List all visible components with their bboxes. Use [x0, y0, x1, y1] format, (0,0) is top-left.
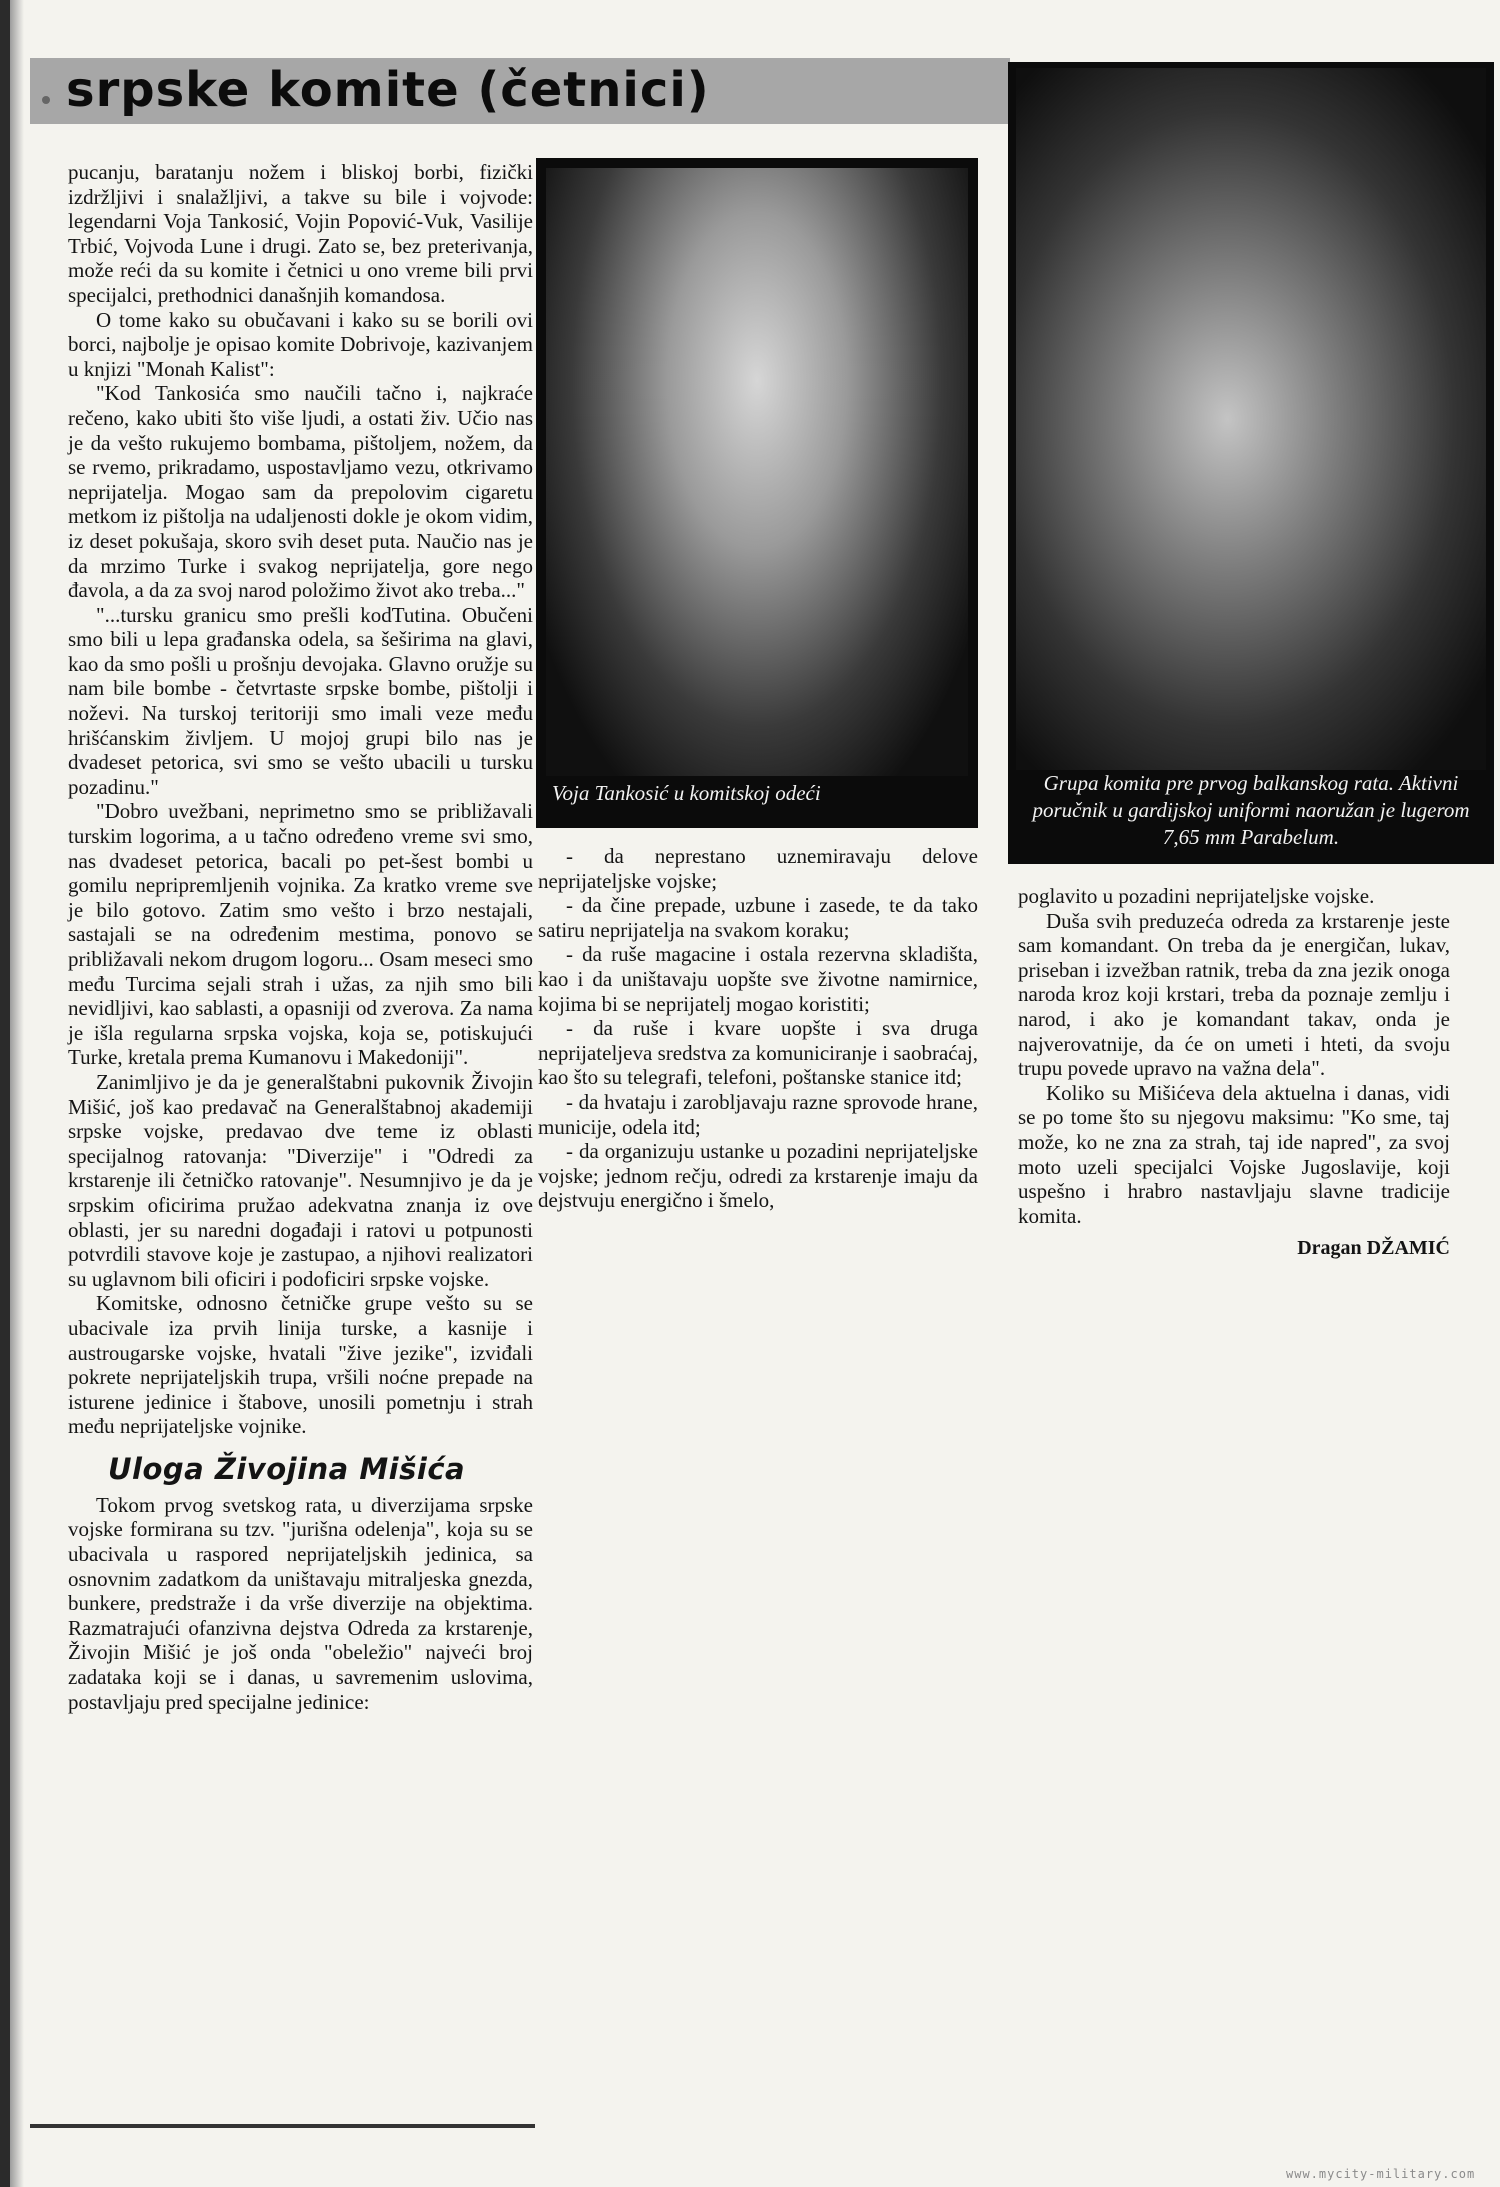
list-item: - da hvataju i zarobljavaju razne sprovode hrane, municije, odela itd; [538, 1089, 978, 1139]
group-photo-caption: Grupa komita pre prvog balkanskog rata. Aktivni poručnik u gardijskoj uniformi naoružan je lugerom 7,65 mm Parabelum. [1032, 771, 1470, 849]
paragraph: O tome kako su obučavani i kako su se borili ovi borci, najbolje je opisao komite Dobrivoje, kazivanjem u knjizi "Monah Kalist": [68, 307, 533, 381]
list-item: - da neprestano uznemiravaju delove neprijateljske vojske; [538, 844, 978, 893]
article-column-3 [1018, 884, 1450, 1261]
watermark: www.mycity-military.com [1286, 2167, 1476, 2181]
author-byline: Dragan DŽAMIĆ [1297, 1237, 1450, 1260]
group-photo [1008, 62, 1494, 864]
paragraph: Koliko su Mišićeva dela aktuelna i danas, vidi se po tome što su njegovu maksimu: "Ko sme, taj može, ko ne zna za strah, taj ide napred", za svoj moto uzeli specijalci Vojske Jugoslavije, koji uspešno i hrabro nastavljaju slavne tradicije komita. [1018, 1080, 1450, 1228]
list-item: - da čine prepade, uzbune i zasede, te da tako satiru neprijatelja na svakom koraku; [538, 893, 978, 942]
paragraph: "...tursku granicu smo prešli kodTutina. Obučeni smo bili u lepa građanska odela, sa šeširima na glavi, kao da smo pošli u prošnju devojaka. Glavno oružje su nam bile bombe - četvrtaste srpske bombe, pištolji i noževi. Na turskoj teritoriji smo imali veze među hrišćanskim življem. U mojoj grupi bilo nas je dvadeset petorica, svi smo se vešto ubacili u tursku pozadinu." [68, 602, 533, 799]
list-item: - da ruše magacine i ostala rezervna skladišta, kao i da uništavaju uopšte sve životne namirnice, kojima bi se neprijatelj mogao koristiti; [538, 942, 978, 1016]
list-item: - da ruše i kvare uopšte i sva druga neprijateljeva sredstva za komuniciranje i saobraćaj, kao što su telegrafi, telefoni, poštanske stanice itd; [538, 1016, 978, 1090]
section-subheading: Uloga Živojina Mišića [108, 1451, 466, 1486]
paragraph: Duša svih preduzeća odreda za krstarenje jeste sam komandant. On treba da je energičan, lukav, priseban i izvežban ratnik, treba da zna jezik onoga naroda kroz koji krstari, treba da poznaje zemlju i narod, i ako je komandant takav, onda je najverovatnije, da će on umeti i hteti, da svoju trupu povede upravo na važna dela". [1018, 908, 1450, 1081]
page-binding-shadow [10, 0, 24, 2187]
group-photo-image [1016, 68, 1486, 770]
paragraph: "Dobro uvežbani, neprimetno smo se približavali turskim logorima, a u tačno određeno vreme svi smo, nas dvadeset petorica, bacali po pet-šest bombi u gomilu nepripremljenih vojnika. Za kratko vreme sve je bilo gotovo. Zatim smo vešto i brzo nestajali, sastajali se na određenim mestima, ponovo se približavali nekom drugom logoru... Osam meseci smo među Turcima sejali strah i užas, za njih smo bili nevidljivi, kao sablasti, a opasniji od zverova. Za nama je išla regularna srpska vojska, koja se, potiskujući Turke, kretala prema Kumanovu i Makedoniji". [68, 799, 533, 1070]
list-item: - da organizuju ustanke u pozadini neprijateljske vojske; jednom rečju, odredi za krstarenje imaju da dejstvuju energično i šmelo, [538, 1139, 978, 1213]
article-column-1 [68, 160, 533, 1714]
page-binding-edge [0, 0, 10, 2187]
paragraph: pucanju, baratanju nožem i bliskoj borbi, fizički izdržljivi i snalažljivi, a takve su bile i vojvode: legendarni Voja Tankosić, Vojin Popović-Vuk, Vasilije Trbić, Vojvoda Lune i drugi. Zato se, bez preterivanja, može reći da su komite i četnici u ono vreme bili prvi specijalci, prethodnici današnjih komandosa. [68, 160, 533, 307]
portrait-photo-image [546, 168, 968, 776]
bottom-rule [30, 2124, 535, 2128]
page-title: srpske komite (četnici) [66, 62, 710, 118]
portrait-photo-caption: Voja Tankosić u komitskoj odeći [552, 781, 821, 805]
paragraph: Komitske, odnosno četničke grupe vešto su se ubacivale iza prvih linija turske, a kasnije i austrougarske vojske, hvatali "žive jezike", izviđali pokrete neprijateljskih trupa, vršili noćne prepade na isturene jedinice i štabove, unosili pometnju i strah među neprijateljske vojnike. [68, 1291, 533, 1439]
paragraph: poglavito u pozadini neprijateljske vojske. [1018, 884, 1375, 908]
portrait-photo [536, 158, 978, 828]
article-column-2 [538, 844, 978, 1213]
header-bullet-icon [42, 96, 50, 104]
paragraph: Tokom prvog svetskog rata, u diverzijama srpske vojske formirana su tzv. "jurišna odelenja", koja su se ubacivala u raspored neprijateljskih jedinica, sa osnovnim zadatkom da uništavaju mitraljeska gnezda, bunkere, predstraže i da vrše diverzije na objektima. Razmatrajući ofanzivna dejstva Odreda za krstarenje, Živojin Mišić je još onda "obeležio" najveći broj zadataka koji se i danas, u savremenim uslovima, postavljaju pred specijalne jedinice: [68, 1492, 533, 1714]
paragraph: Zanimljivo je da je generalštabni pukovnik Živojin Mišić, još kao predavač na Generalštabnoj akademiji srpske vojske, predavao dve teme iz oblasti specijalnog ratovanja: "Diverzije" i "Odredi za krstarenje ili četničko ratovanje". Nesumnjivo je da je srpskim oficirima pružao adekvatna znanja iz ove oblasti, jer su naredni događaji i ratovi u potpunosti potvrdili stavove koje je zastupao, a njihovi realizatori su uglavnom bili oficiri i podoficiri srpske vojske. [68, 1069, 533, 1291]
paragraph: "Kod Tankosića smo naučili tačno i, najkraće rečeno, kako ubiti što više ljudi, a ostati živ. Učio nas je da vešto rukujemo bombama, pištoljem, nožem, da se rvemo, prikradamo, uspostavljamo vezu, otkrivamo neprijatelja. Mogao sam da prepolovim cigaretu metkom iz pištolja na udaljenosti dokle je okom vidim, iz deset pokušaja, skoro svih deset puta. Naučio nas je da mrzimo Turke i svakog neprijatelja, gore nego đavola, a da za svoj narod položimo život ako treba..." [68, 381, 533, 603]
